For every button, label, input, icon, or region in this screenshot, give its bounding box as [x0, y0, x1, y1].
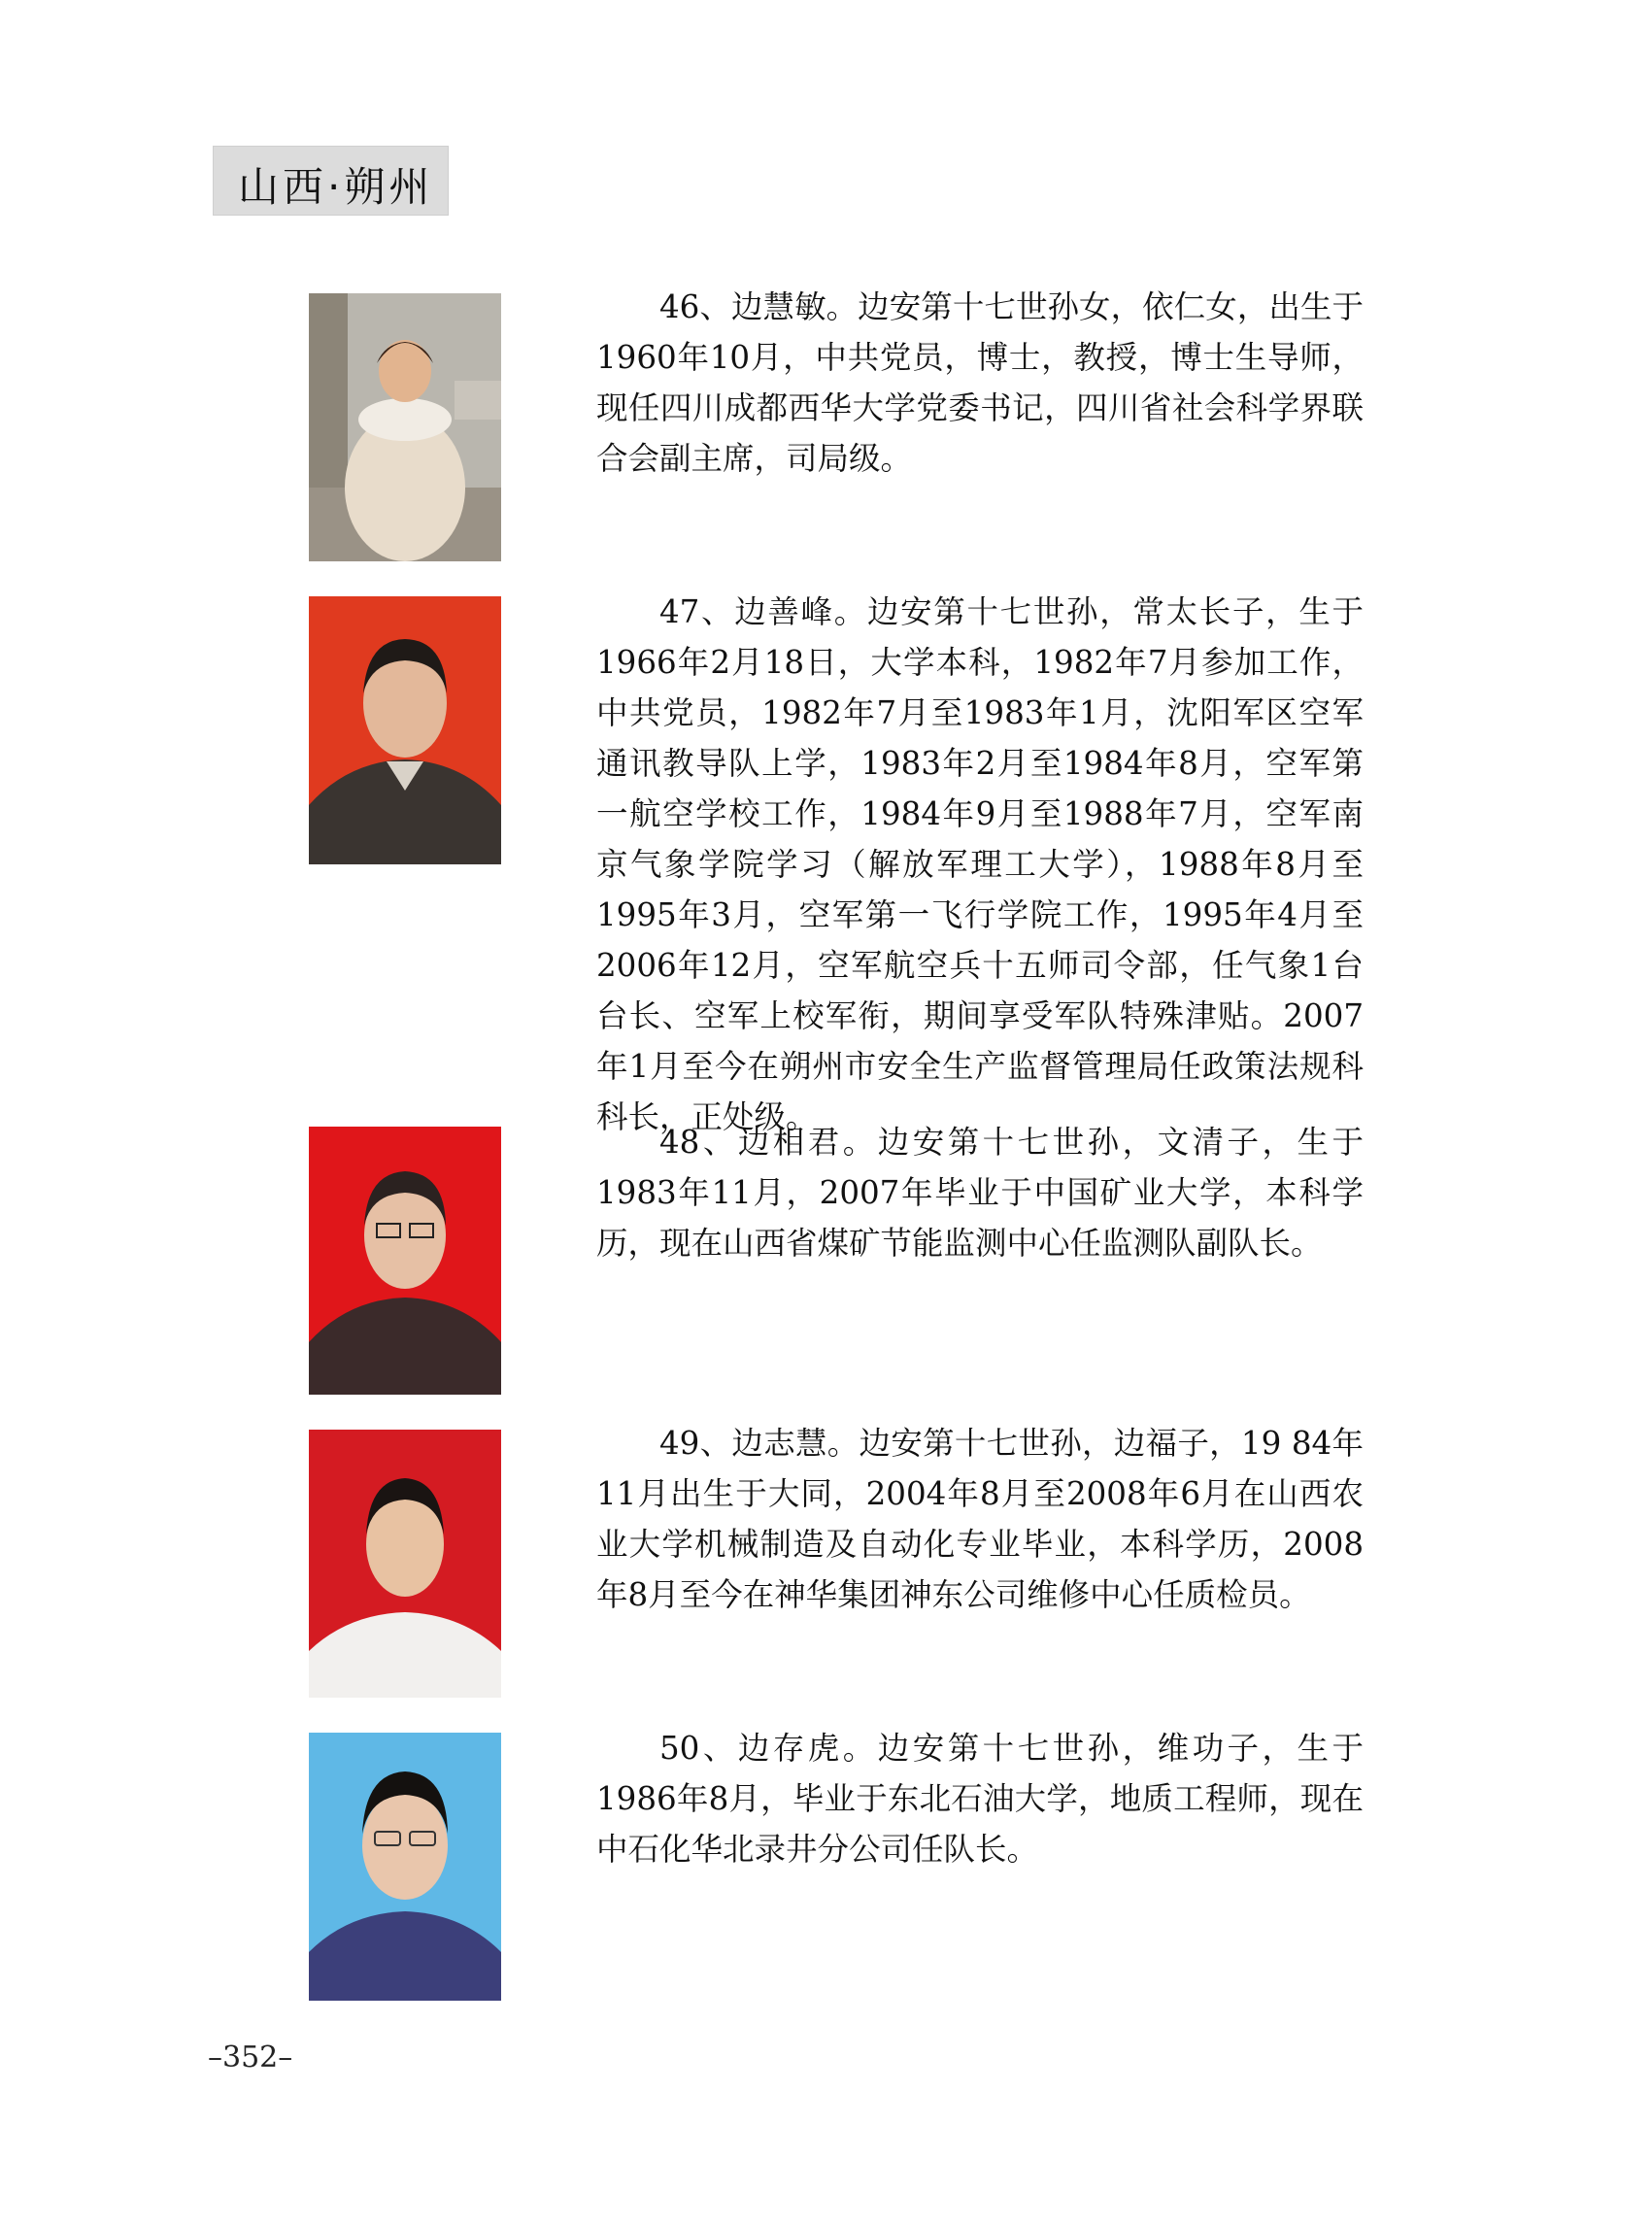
biography-text-48: 48、边相君。边安第十七世孙，文清子，生于1983年11月，2007年毕业于中国矿业大学，本科学历，现在山西省煤矿节能监测中心任监测队副队长。: [596, 1124, 1364, 1262]
biography-text-50: 50、边存虎。边安第十七世孙，维功子，生于1986年8月，毕业于东北石油大学，地质工程师，现在中石化华北录井分公司任队长。: [596, 1730, 1364, 1868]
portrait-young-man-image: [309, 1430, 501, 1698]
portrait-man-image: [309, 1127, 501, 1395]
page-number: –352–: [208, 2040, 293, 2074]
portrait-photo-49: [309, 1430, 501, 1698]
biography-text-49: 49、边志慧。边安第十七世孙，边福子，19 84年11月出生于大同，2004年8月至2008年6月在山西农业大学机械制造及自动化专业毕业，本科学历，2008年8月至今在神华集团神东公司维修中心任质检员。: [596, 1425, 1364, 1613]
running-header-title: 山西·朔州: [238, 163, 434, 211]
portrait-photo-50: [309, 1733, 501, 2001]
portrait-woman-image: [309, 293, 501, 561]
biography-text-46: 46、边慧敏。边安第十七世孙女，依仁女，出生于1960年10月，中共党员，博士，教授，博士生导师，现任四川成都西华大学党委书记，四川省社会科学界联合会副主席，司局级。: [596, 288, 1364, 477]
portrait-man-glasses-image: [309, 1733, 501, 2001]
biography-text-47: 47、边善峰。边安第十七世孙，常太长子，生于1966年2月18日，大学本科，1982年7月参加工作，中共党员，1982年7月至1983年1月，沈阳军区空军通讯教导队上学，1983年2月至1984年8月，空军第一航空学校工作，1984年9月至1988年7月，空军南京气象学院学习（解放军理工大学），1988年8月至1995年3月，空军第一飞行学院工作，1995年4月至2006年12月，空军航空兵十五师司令部，任气象1台台长、空军上校军衔，期间享受军队特殊津贴。2007年1月至今在朔州市安全生产监督管理局任政策法规科科长，正处级。: [596, 593, 1364, 1135]
portrait-photo-46: [309, 293, 501, 561]
portrait-photo-48: [309, 1127, 501, 1395]
portrait-man-image: [309, 596, 501, 864]
portrait-photo-47: [309, 596, 501, 864]
